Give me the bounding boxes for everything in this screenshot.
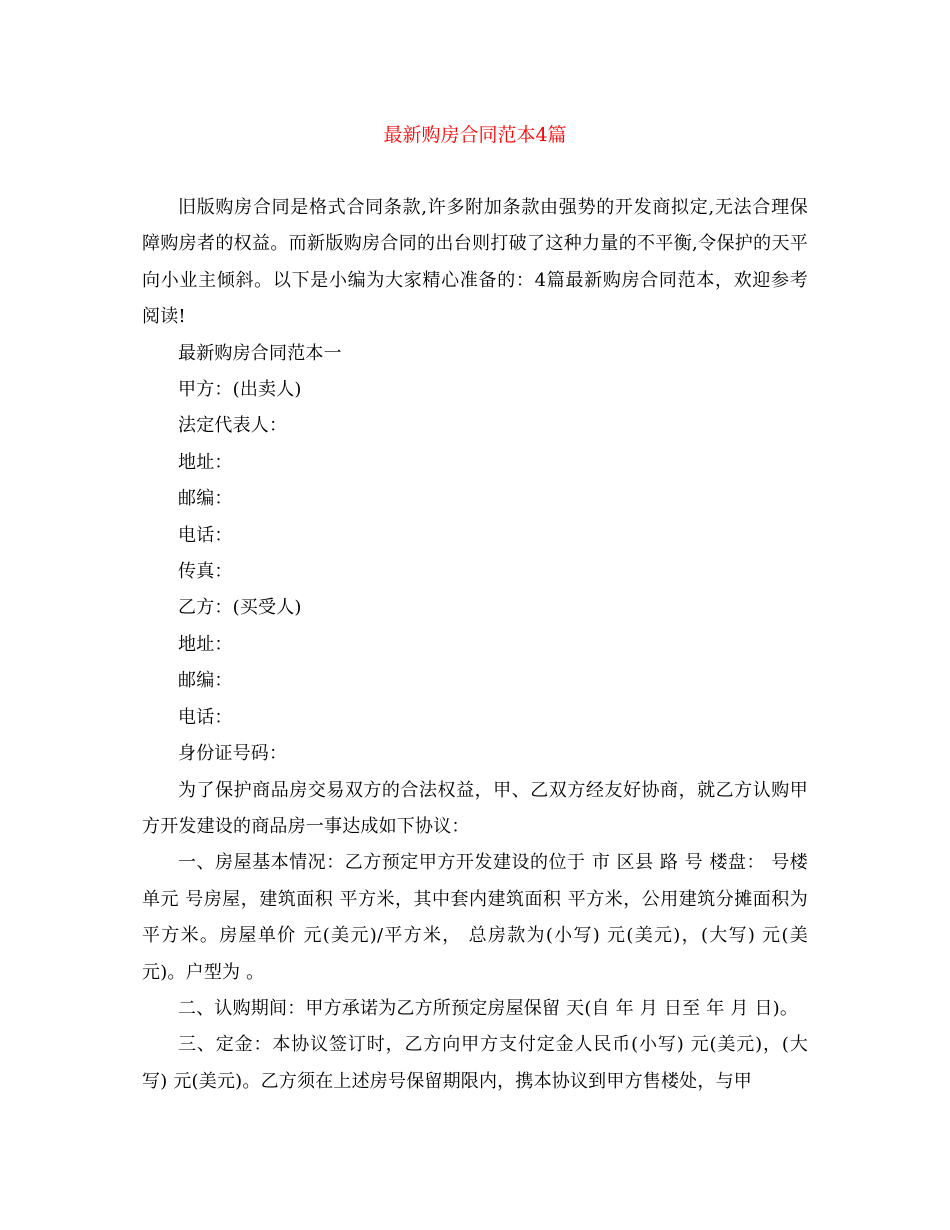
paragraph: 为了保护商品房交易双方的合法权益，甲、乙双方经友好协商，就乙方认购甲方开发建设的商品房一事达成如下协议： (142, 779, 808, 837)
paragraph: 电话： (178, 524, 233, 546)
paragraph: 邮编： (178, 670, 233, 692)
paragraph: 最新购房合同范本一 (178, 342, 342, 364)
document-title: 最新购房合同范本4篇 (383, 124, 567, 146)
paragraph: 地址： (178, 451, 233, 473)
paragraph: 旧版购房合同是格式合同条款,许多附加条款由强势的开发商拟定,无法合理保障购房者的权益。而新版购房合同的出台则打破了这种力量的不平衡,令保护的天平向小业主倾斜。以下是小编为大家精心准备的：4篇最新购房合同范本，欢迎参考阅读! (142, 197, 808, 328)
paragraph: 邮编： (178, 488, 233, 510)
paragraph: 电话： (178, 706, 233, 728)
document-body (142, 190, 808, 1100)
paragraph: 地址： (178, 633, 233, 655)
paragraph: 二、认购期间：甲方承诺为乙方所预定房屋保留 天(自 年 月 日至 年 月 日)。 (178, 997, 799, 1019)
paragraph: 乙方：(买受人) (178, 597, 302, 619)
paragraph: 三、定金：本协议签订时，乙方向甲方支付定金人民币(小写) 元(美元)，(大写) 元(美元)。乙方须在上述房号保留期限内，携本协议到甲方售楼处，与甲 (142, 1034, 808, 1092)
paragraph: 传真： (178, 561, 233, 583)
paragraph: 法定代表人： (178, 415, 288, 437)
paragraph: 甲方：(出卖人) (178, 379, 302, 401)
paragraph: 身份证号码： (178, 743, 288, 765)
paragraph: 一、房屋基本情况：乙方预定甲方开发建设的位于 市 区县 路 号 楼盘： 号楼 单元 号房屋，建筑面积 平方米，其中套内建筑面积 平方米，公用建筑分摊面积为 平方米。房屋单价 元(美元)/平方米， 总房款为(小写) 元(美元)，(大写) 元(美元)。户型为 。 (142, 852, 808, 983)
